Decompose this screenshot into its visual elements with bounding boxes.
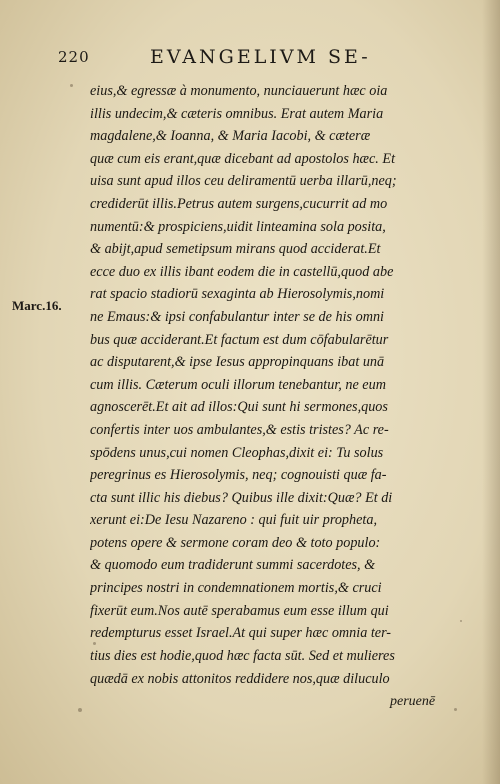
text-line: & quomodo eum tradiderunt summi sacerdotes, & xyxy=(90,557,376,574)
text-line: cum illis. Cæterum oculi illorum tenebantur, ne eum xyxy=(90,376,386,393)
text-line: magdalene,& Ioanna, & Maria Iacobi, & cæteræ xyxy=(90,128,371,145)
text-line: bus quæ acciderant.Et factum est dum cōfabularētur xyxy=(90,331,389,348)
running-title: EVANGELIVM SE- xyxy=(150,46,371,68)
text-line: confertis inter uos ambulantes,& estis tristes? Ac re- xyxy=(90,421,389,438)
text-line: fixerūt eum.Nos autē sperabamus eum esse illum qui xyxy=(90,602,389,619)
catchword: peruenē xyxy=(390,694,436,709)
text-line: & abijt,apud semetipsum mirans quod acciderat.Et xyxy=(90,241,381,258)
text-line: quæ cum eis erant,quæ dicebant ad apostolos hæc. Et xyxy=(90,150,396,167)
text-line: ecce duo ex illis ibant eodem die in castellū,quod abe xyxy=(90,263,394,280)
text-line: spōdens unus,cui nomen Cleophas,dixit ei: Tu solus xyxy=(90,444,384,461)
text-line: potens opere & sermone coram deo & toto populo: xyxy=(90,534,381,551)
text-line: eius,& egressæ à monumento, nunciauerunt hæc oia xyxy=(90,83,388,99)
page-edge-shadow xyxy=(482,0,500,784)
text-line: redempturus esset Israel.At qui super hæc omnia ter- xyxy=(90,625,392,642)
text-line: numentū:& prospiciens,uidit linteamina sola posita, xyxy=(90,218,386,235)
body-text-last xyxy=(90,668,452,691)
ink-speck xyxy=(460,620,462,622)
text-line: quædā ex nobis attonitos reddidere nos,quæ diluculo xyxy=(90,671,390,687)
body-text xyxy=(90,80,452,667)
text-line: crediderūt illis.Petrus autem surgens,cucurrit ad mo xyxy=(90,195,388,212)
page-header xyxy=(58,46,460,70)
text-line: illis undecim,& cæteris omnibus. Erat autem Maria xyxy=(90,105,384,122)
ink-speck xyxy=(454,708,457,711)
text-line: peregrinus es Hierosolymis, neq; cognouisti quæ fa- xyxy=(90,467,387,484)
text-line: rat spacio stadiorū sexaginta ab Hierosolymis,nomi xyxy=(90,286,385,303)
text-line: agnoscerēt.Et ait ad illos:Qui sunt hi sermones,quos xyxy=(90,399,388,416)
text-line: ne Emaus:& ipsi confabulantur inter se de his omni xyxy=(90,308,384,325)
text-line: xerunt ei:De Iesu Nazareno : qui fuit uir propheta, xyxy=(90,512,377,529)
ink-speck xyxy=(93,642,96,645)
ink-speck xyxy=(78,708,82,712)
text-line: tius dies est hodie,quod hæc facta sūt. Sed et mulieres xyxy=(90,647,395,664)
text-line: ac disputarent,& ipse Iesus appropinquans ibat unā xyxy=(90,354,385,371)
ink-speck xyxy=(70,84,73,87)
text-line: uisa sunt apud illos ceu deliramentū uerba illarū,neq; xyxy=(90,173,397,190)
margin-note: Marc.16. xyxy=(12,298,62,313)
text-line: principes nostri in condemnationem mortis,& cruci xyxy=(90,580,382,597)
page-number: 220 xyxy=(58,48,90,66)
text-line: cta sunt illic his diebus? Quibus ille dixit:Quæ? Et di xyxy=(90,489,393,506)
